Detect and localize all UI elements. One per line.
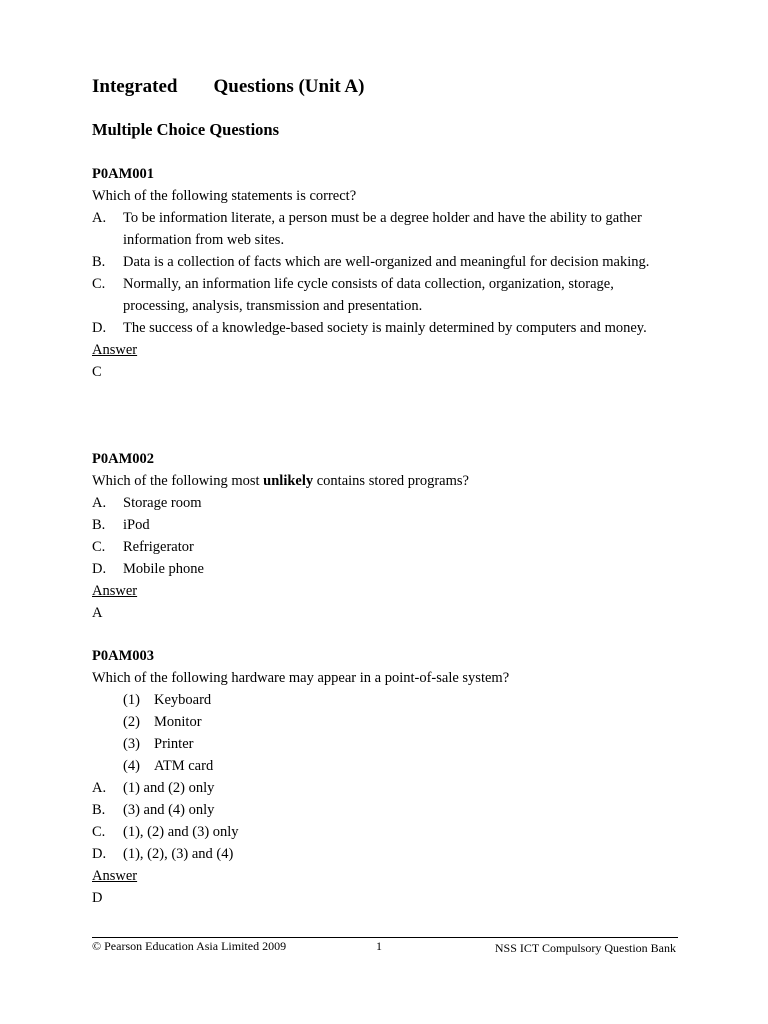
option-text: Mobile phone	[123, 561, 204, 577]
question-block	[92, 645, 678, 909]
title-part-2: Questions (Unit A)	[213, 76, 365, 97]
item-text: Printer	[154, 736, 194, 752]
question-id: P0AM003	[92, 648, 155, 664]
document-page	[92, 0, 678, 1024]
option	[92, 514, 678, 536]
page-footer	[92, 939, 678, 959]
document-title	[92, 76, 364, 98]
option-letter: D.	[92, 846, 107, 862]
option-letter: D.	[92, 561, 107, 577]
option	[92, 492, 678, 514]
option-letter: A.	[92, 495, 107, 511]
option-text: (3) and (4) only	[123, 802, 215, 818]
question-id: P0AM001	[92, 166, 155, 182]
answer-value: D	[92, 890, 103, 906]
answer-value: C	[92, 364, 102, 380]
answer-label: Answer	[92, 342, 138, 358]
option-letter: A.	[92, 210, 107, 226]
answer-value: A	[92, 605, 103, 621]
option-text: (1), (2), (3) and (4)	[123, 846, 234, 862]
option	[92, 317, 678, 339]
question-stem: Which of the following hardware may appear in a point-of-sale system?	[92, 670, 510, 686]
option	[92, 799, 678, 821]
option-text: Normally, an information life cycle consists of data collection, organization, storage, processing, analysis, transmission and presentation.	[123, 276, 614, 314]
option	[92, 843, 678, 865]
option-letter: C.	[92, 276, 106, 292]
option-letter: C.	[92, 824, 106, 840]
option-text: To be information literate, a person must be a degree holder and have the ability to gather information from web sites.	[123, 210, 642, 248]
list-item	[92, 755, 678, 777]
question-id: P0AM002	[92, 451, 155, 467]
footer-divider	[92, 937, 678, 938]
footer-book-title: NSS ICT Compulsory Question Bank	[494, 941, 676, 955]
stem-text: Which of the following most	[92, 473, 264, 489]
option-letter: D.	[92, 320, 107, 336]
answer-label: Answer	[92, 868, 138, 884]
option	[92, 273, 678, 317]
option-text: iPod	[123, 517, 150, 533]
option-letter: C.	[92, 539, 106, 555]
item-number: (3)	[123, 736, 140, 752]
option-text: (1), (2) and (3) only	[123, 824, 239, 840]
question-stem	[92, 470, 678, 492]
item-number: (4)	[123, 758, 140, 774]
stem-text: contains stored programs?	[313, 473, 469, 489]
question-block	[92, 448, 678, 624]
option-text: The success of a knowledge-based society is mainly determined by computers and money.	[123, 320, 647, 336]
list-item	[92, 733, 678, 755]
title-part-1: Integrated	[92, 76, 178, 97]
option-letter: A.	[92, 780, 107, 796]
question-block	[92, 163, 678, 383]
item-text: Monitor	[154, 714, 202, 730]
option	[92, 536, 678, 558]
option	[92, 207, 678, 251]
option-text: Refrigerator	[123, 539, 194, 555]
option-letter: B.	[92, 802, 106, 818]
option	[92, 777, 678, 799]
item-text: ATM card	[154, 758, 214, 774]
option-text: (1) and (2) only	[123, 780, 215, 796]
option	[92, 251, 678, 273]
option-letter: B.	[92, 254, 106, 270]
item-number: (1)	[123, 692, 140, 708]
section-title: Multiple Choice Questions	[92, 120, 280, 139]
option-text: Data is a collection of facts which are well-organized and meaningful for decision making.	[123, 254, 650, 270]
footer-copyright: © Pearson Education Asia Limited 2009	[92, 939, 287, 953]
list-item	[92, 689, 678, 711]
option	[92, 558, 678, 580]
stem-emphasis: unlikely	[263, 473, 314, 489]
option-letter: B.	[92, 517, 106, 533]
item-number: (2)	[123, 714, 140, 730]
item-text: Keyboard	[154, 692, 212, 708]
option	[92, 821, 678, 843]
answer-label: Answer	[92, 583, 138, 599]
option-text: Storage room	[123, 495, 202, 511]
page-number: 1	[376, 939, 382, 953]
list-item	[92, 711, 678, 733]
question-stem: Which of the following statements is correct?	[92, 188, 357, 204]
